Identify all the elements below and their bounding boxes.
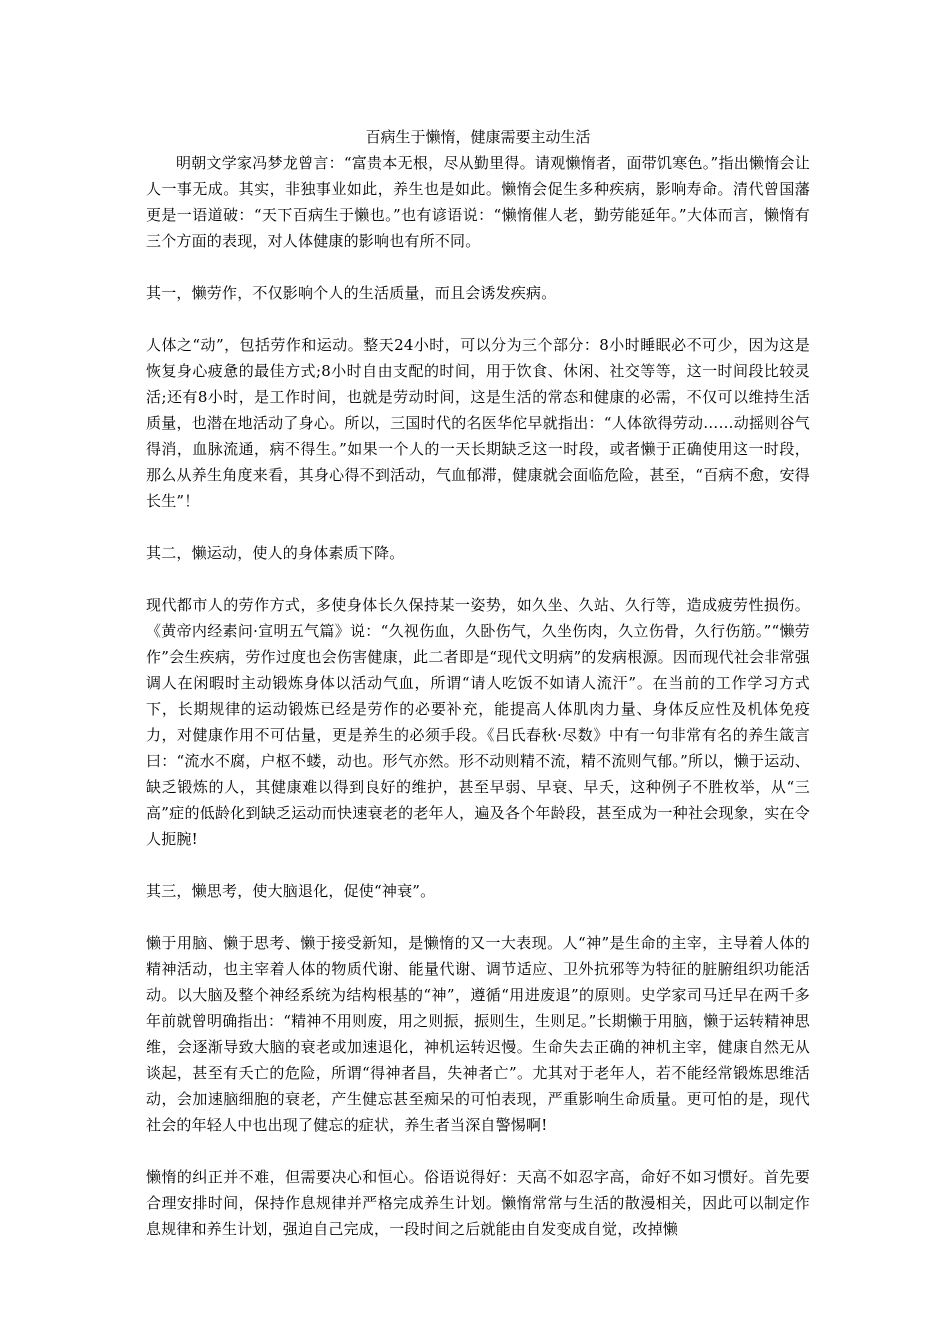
paragraph-gap [146,254,810,280]
paragraph-intro: 明朝文学家冯梦龙曾言：“富贵本无根，尽从勤里得。请观懒惰者，面带饥寒色。”指出懒惰会让人一事无成。其实，非独事业如此，养生也是如此。懒惰会促生多种疾病，影响寿命。清代曾国藩更是一语道破：“天下百病生于懒也。”也有谚语说：“懒惰催人老，勤劳能延年。”大体而言，懒惰有三个方面的表现，对人体健康的影响也有所不同。 [146,154,810,250]
paragraph-gap [146,566,810,592]
paragraph-exercise: 现代都市人的劳作方式，多使身体长久保持某一姿势，如久坐、久站、久行等，造成疲劳性损伤。《黄帝内经素问·宣明五气篇》说：“久视伤血，久卧伤气，久坐伤肉，久立伤骨，久行伤筋。”“懒劳作”会生疾病，劳作过度也会伤害健康，此二者即是“现代文明病”的发病根源。因而现代社会非常强调人在闲暇时主动锻炼身体以活动气血，所谓“请人吃饭不如请人流汗”。在当前的工作学习方式下，长期规律的运动锻炼已经是劳作的必要补充，能提高人体肌肉力量、身体反应性及机体免疫力，对健康作用不可估量，更是养生的必须手段。《吕氏春秋·尽数》中有一句非常有名的养生箴言曰：“流水不腐，户枢不蝼，动也。形气亦然。形不动则精不流，精不流则气郁。”所以，懒于运动、缺乏锻炼的人，其健康难以得到良好的维护，甚至早弱、早衰、早夭，这种例子不胜枚举，从“三高”症的低龄化到缺乏运动而快速衰老的老年人，遍及各个年龄段，甚至成为一种社会现象，实在令人扼腕! [146,596,810,848]
document-page [146,124,810,1242]
paragraph-labor: 人体之“动”，包括劳作和运动。整天24小时，可以分为三个部分：8小时睡眠必不可少，因为这是恢复身心疲惫的最佳方式;8小时自由支配的时间，用于饮食、休闲、社交等等，这一时间段比较灵活;还有8小时，是工作时间，也就是劳动时间，这是生活的常态和健康的必需，不仅可以维持生活质量，也潜在地活动了身心。所以，三国时代的名医华佗早就指出：“人体欲得劳动……动摇则谷气得消，血脉流通，病不得生。”如果一个人的一天长期缺乏这一时段，或者懒于正确使用这一时段，那么从养生角度来看，其身心得不到活动，气血郁滞，健康就会面临危险，甚至，“百病不愈，安得长生”！ [146,336,810,510]
paragraph-gap [146,904,810,930]
paragraph-gap [146,852,810,878]
paragraph-gap [146,514,810,540]
paragraph-thinking: 懒于用脑、懒于思考、懒于接受新知，是懒惰的又一大表现。人“神”是生命的主宰，主导着人体的精神活动，也主宰着人体的物质代谢、能量代谢、调节适应、卫外抗邪等为特征的脏腑组织功能活动。以大脑及整个神经系统为结构根基的“神”，遵循“用进废退”的原则。史学家司马迁早在两千多年前就曾明确指出：“精神不用则废，用之则振，振则生，生则足。”长期懒于用脑，懒于运转精神思维，会逐渐导致大脑的衰老或加速退化，神机运转迟慢。生命失去正确的神机主宰，健康自然无从谈起，甚至有夭亡的危险，所谓“得神者昌，失神者亡”。尤其对于老年人，若不能经常锻炼思维活动，会加速脑细胞的衰老，产生健忘甚至痴呆的可怕表现，严重影响生命质量。更可怕的是，现代社会的年轻人中也出现了健忘的症状，养生者当深自警惕啊! [146,934,810,1134]
section-heading-2: 其二，懒运动，使人的身体素质下降。 [146,544,405,562]
section-heading-1: 其一，懒劳作，不仅影响个人的生活质量，而且会诱发疾病。 [146,284,557,302]
paragraph-correction: 懒惰的纠正并不难，但需要决心和恒心。俗语说得好：天高不如忍字高，命好不如习惯好。首先要合理安排时间，保持作息规律并严格完成养生计划。懒惰常常与生活的散漫相关，因此可以制定作息规律和养生计划，强迫自己完成，一段时间之后就能由自发变成自觉，改掉懒 [146,1168,810,1238]
paragraph-gap [146,306,810,332]
paragraph-gap [146,1138,810,1164]
section-heading-3: 其三，懒思考，使大脑退化，促使“神衰”。 [146,882,436,900]
document-title: 百病生于懒惰，健康需要主动生活 [365,128,591,146]
